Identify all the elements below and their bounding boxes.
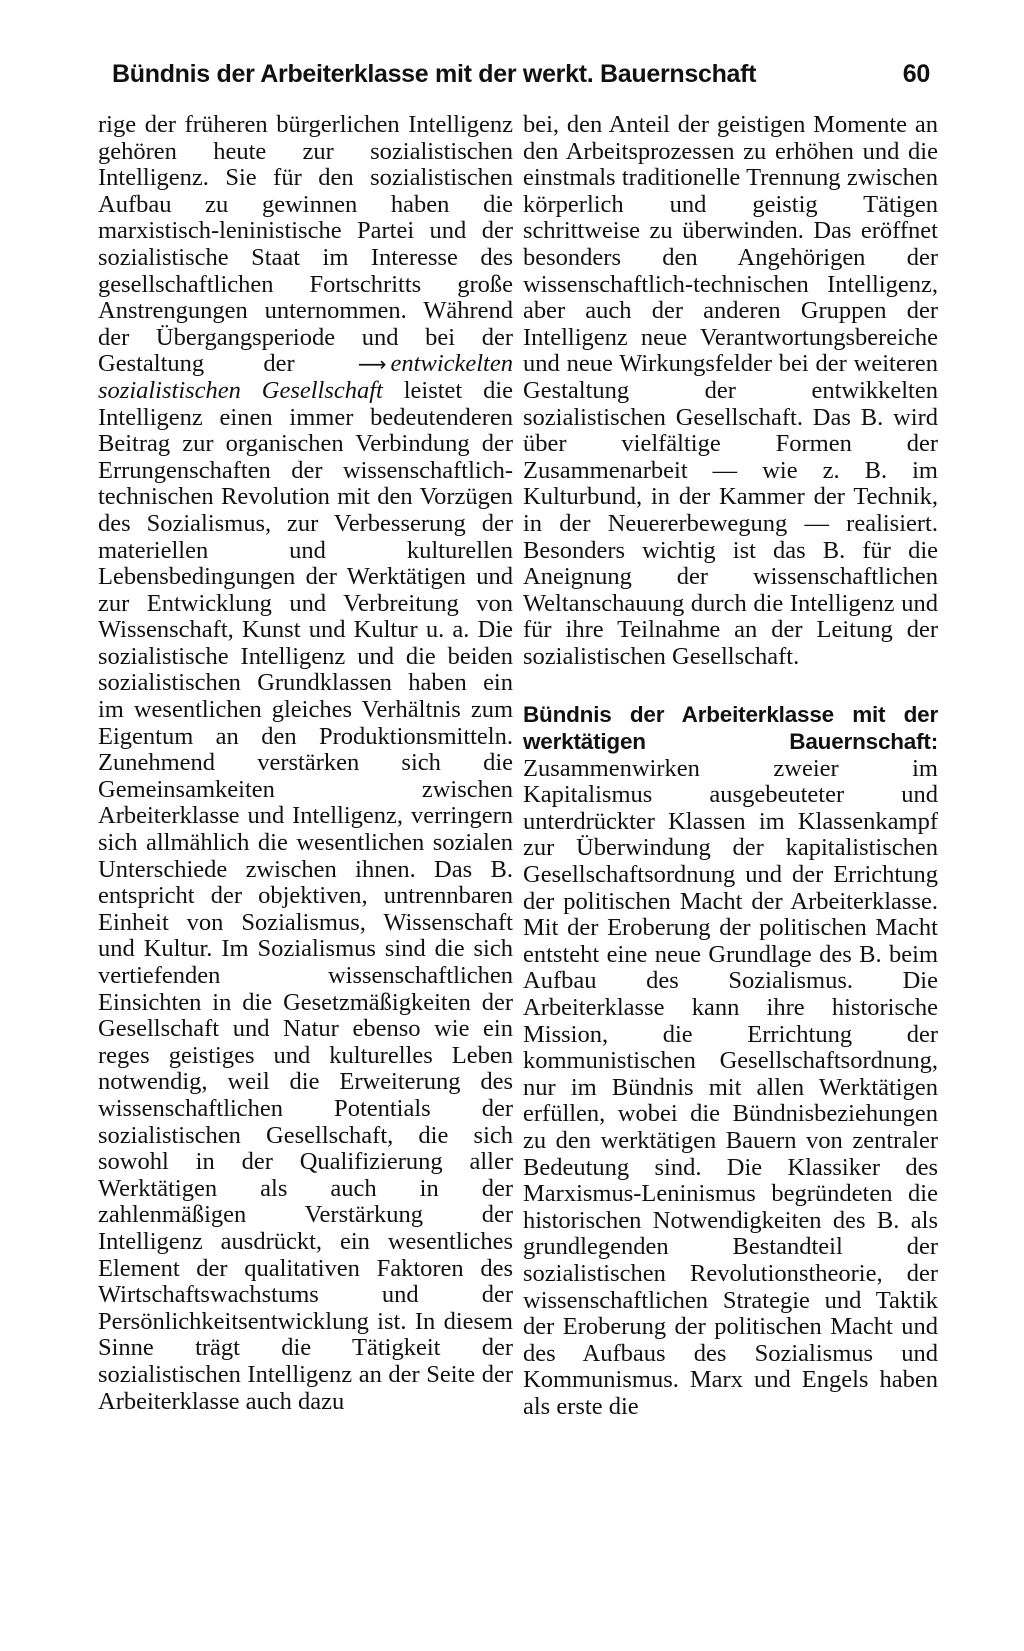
running-head-title: Bündnis der Arbeiterklasse mit der werkt. Bauernschaft [112, 60, 757, 88]
right-column-paragraph: bei, den Anteil der geistigen Momente an den Arbeitsprozessen zu erhöhen und die einstmals traditionelle Trennung zwischen körperlich und geistig Tätigen schrittweise zu überwinden. Das eröffnet besonders den Angehörigen der wissenschaftlich-technischen Intelligenz, aber auch der anderen Gruppen der Intelligenz neue Verantwortungsbereiche und neue Wirkungsfelder bei der weiteren Gestaltung der entwikkelten sozialistischen Gesellschaft. Das B. wird über vielfältige Formen der Zusammenarbeit — wie z. B. im Kulturbund, in der Kammer der Technik, in der Neuererbewegung — realisiert. Besonders wichtig ist das B. für die Aneignung der wissenschaftlichen Weltanschauung durch die Intelligenz und für ihre Teilnahme an der Leitung der sozialistischen Gesellschaft. [523, 111, 938, 670]
running-head [112, 60, 930, 100]
cross-reference-arrow-icon: ⟶ [357, 352, 387, 377]
entry-separator [523, 670, 938, 702]
right-column [523, 112, 938, 1421]
left-column-paragraph [98, 112, 513, 1415]
cross-reference-link[interactable]: entwickelten sozialistischen Gesellschaft [98, 350, 513, 404]
entry-heading: Bündnis der Arbeiterklasse mit der werktätigen Bauernschaft: [523, 702, 938, 755]
dictionary-entry [523, 702, 938, 1420]
page-number: 60 [902, 60, 930, 88]
entry-text: Zusammenwirken zweier im Kapitalismus ausgebeuteter und unterdrückter Klassen im Klassenkampf zur Überwindung der kapitalistischen Gesellschaftsordnung und der Errichtung der politischen Macht der Arbeiterklasse. Mit der Eroberung der politischen Macht entsteht eine neue Grundlage des B. beim Aufbau des Sozialismus. Die Arbeiterklasse kann ihre historische Mission, die Errichtung der kommunistischen Gesellschaftsordnung, nur im Bündnis mit allen Werktätigen erfüllen, wobei die Bündnisbeziehungen zu den werktätigen Bauern von zentraler Bedeutung sind. Die Klassiker des Marxismus-Leninismus begründeten die historischen Notwendigkeiten des B. als grundlegenden Bestandteil der sozialistischen Revolutionstheorie, der wissenschaftlichen Strategie und Taktik der Eroberung der politischen Macht und des Aufbaus des Sozialismus und Kommunismus. Marx und Engels haben als erste die [523, 754, 938, 1420]
left-column [98, 112, 513, 1415]
left-text-part2: leistet die Intelligenz einen immer bedeutenderen Beitrag zur organischen Verbindung der Errungenschaften der wissenschaftlich-technischen Revolution mit den Vorzügen des Sozialismus, zur Verbesserung der materiellen und kulturellen Lebensbedingungen der Werktätigen und zur Entwicklung und Verbreitung von Wissenschaft, Kunst und Kultur u. a. Die sozialistische Intelligenz und die beiden sozialistischen Grundklassen haben ein im wesentlichen gleiches Verhältnis zum Eigentum an den Produktionsmitteln. Zunehmend verstärken sich die Gemeinsamkeiten zwischen Arbeiterklasse und Intelligenz, verringern sich allmählich die wesentlichen sozialen Unterschiede zwischen ihnen. Das B. entspricht der objektiven, untrennbaren Einheit von Sozialismus, Wissenschaft und Kultur. Im Sozialismus sind die sich vertiefenden wissenschaftlichen Einsichten in die Gesetzmäßigkeiten der Gesellschaft und Natur ebenso wie ein reges geistiges und kulturelles Leben notwendig, weil die Erweiterung des wissenschaftlichen Potentials der sozialistischen Gesellschaft, die sich sowohl in der Qualifizierung aller Werktätigen als auch in der zahlenmäßigen Verstärkung der Intelligenz ausdrückt, ein wesentliches Element der qualitativen Faktoren des Wirtschaftswachstums und der Persönlichkeitsentwicklung ist. In diesem Sinne trägt die Tätigkeit der sozialistischen Intelligenz an der Seite der Arbeiterklasse auch dazu [98, 376, 513, 1415]
left-text-part1: rige der früheren bürgerlichen Intelligenz gehören heute zur sozialistischen Intelligenz. Sie für den sozialistischen Aufbau zu gewinnen haben die marxistisch-leninistische Partei und der sozialistische Staat im Interesse des gesellschaftlichen Fortschritts große Anstrengungen unternommen. Während der Übergangsperiode und bei der Gestaltung der [98, 111, 513, 378]
